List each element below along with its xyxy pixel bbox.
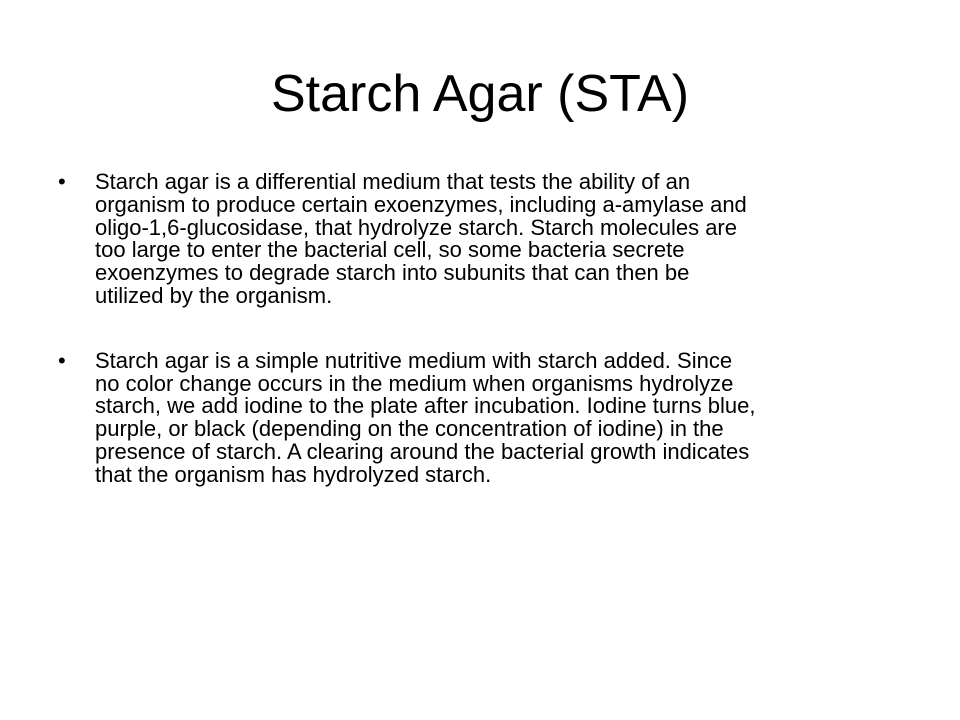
- bullet-text: Starch agar is a differential medium that tests the ability of an organism to produce certain exoenzymes, including a-amylase and oligo-1,6-glucosidase, that hydrolyze starch. Starch molecules are too large to enter the bacterial cell, so some bacteria secrete exoenzymes to degrade starch into subunits that can then be utilized by the organism.: [95, 169, 747, 308]
- bullet-list: [58, 171, 914, 487]
- slide-title: Starch Agar (STA): [270, 65, 690, 123]
- bullet-text: Starch agar is a simple nutritive medium with starch added. Since no color change occurs in the medium when organisms hydrolyze starch, we add iodine to the plate after incubation. Iodine turns blue, purple, or black (depending on the concentration of iodine) in the presence of starch. A clearing around the bacterial growth indicates that the organism has hydrolyzed starch.: [95, 347, 756, 487]
- bullet-marker: •: [58, 169, 66, 194]
- bullet-marker: •: [58, 347, 66, 373]
- bullet-item: [58, 171, 914, 308]
- bullet-item: [58, 347, 914, 487]
